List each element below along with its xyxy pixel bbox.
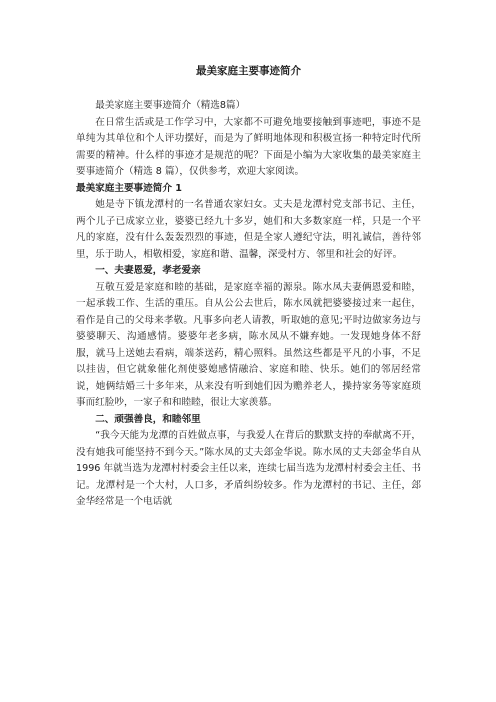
heading-2: 二、顽强善良，和睦邻里: [95, 413, 201, 425]
document-subtitle: 最美家庭主要事迹简介（精选8篇）: [95, 100, 246, 111]
paragraph-3: “我今天能为龙潭的百姓做点事，与我爱人在背后的默默支持的奉献离不开，没有她我可能坚持不到今天。”陈水凤的丈夫郐金华说。陈水凤的丈夫郐金华自从 1996 年就当选为龙潭村村委会主任以来，连续七届当选为龙潭村村委会主任、书记。龙潭村是一个大村，人口多，矛盾纠纷较多。作为龙潭村的书记、主任，郐金华经常是一个电话就: [76, 430, 421, 507]
heading-1: 一、夫妻恩爱，孝老爱亲: [95, 265, 201, 276]
document-body: [76, 64, 421, 511]
paragraph-2: 互敬互爱是家庭和睦的基础，是家庭幸福的源泉。陈水凤夫妻俩恩爱和睦，一起承载工作、生活的重压。自从公公去世后，陈水凤就把婆婆接过来一起住，看作是自己的父母来孝敬。凡事多向老人请教，听取她的意见;平时边做家务边与婆婆聊天、沟通感情。婆婆年老多病，陈水凤从不嫌弃她。一发现她身体不舒服，就马上送她去看病，端茶送药，精心照料。虽然这些都是平凡的小事，不足以挂齿，但它就象催化剂使婆媳感情融洽、家庭和睦、快乐。她们的邻居经常说，她俩结婚三十多年来，从来没有听到她们因为赡养老人，操持家务等家庭琐事而红脸吵，一家子和和睦睦，很让大家羡慕。: [76, 281, 421, 408]
intro-paragraph: 在日常生活或是工作学习中，大家都不可避免地要接触到事迹吧，事迹不是单纯为其单位和个人评功摆好，而是为了鲜明地体现和积极宣扬一种特定时代所需要的精神。什么样的事迹才是规范的呢？下面是小编为大家收集的最美家庭主要事迹简介（精选 8 篇），仅供参考，欢迎大家阅读。: [76, 116, 421, 177]
section-title: 最美家庭主要事迹简介 1: [76, 182, 182, 194]
paragraph-1: 她是寺下镇龙潭村的一名普通农家妇女。丈夫是龙潭村党支部书记、主任，两个儿子已成家立业，婆婆已经九十多岁，她们和大多数家庭一样，只是一个平凡的家庭，没有什么轰轰烈烈的事迹，但是全家人遵纪守法，明礼诚信，善待邻里，乐于助人，相敬相爱，家庭和谐、温馨，深受村方、邻里和社会的好评。: [76, 199, 421, 260]
document-title: 最美家庭主要事迹简介: [196, 65, 301, 77]
